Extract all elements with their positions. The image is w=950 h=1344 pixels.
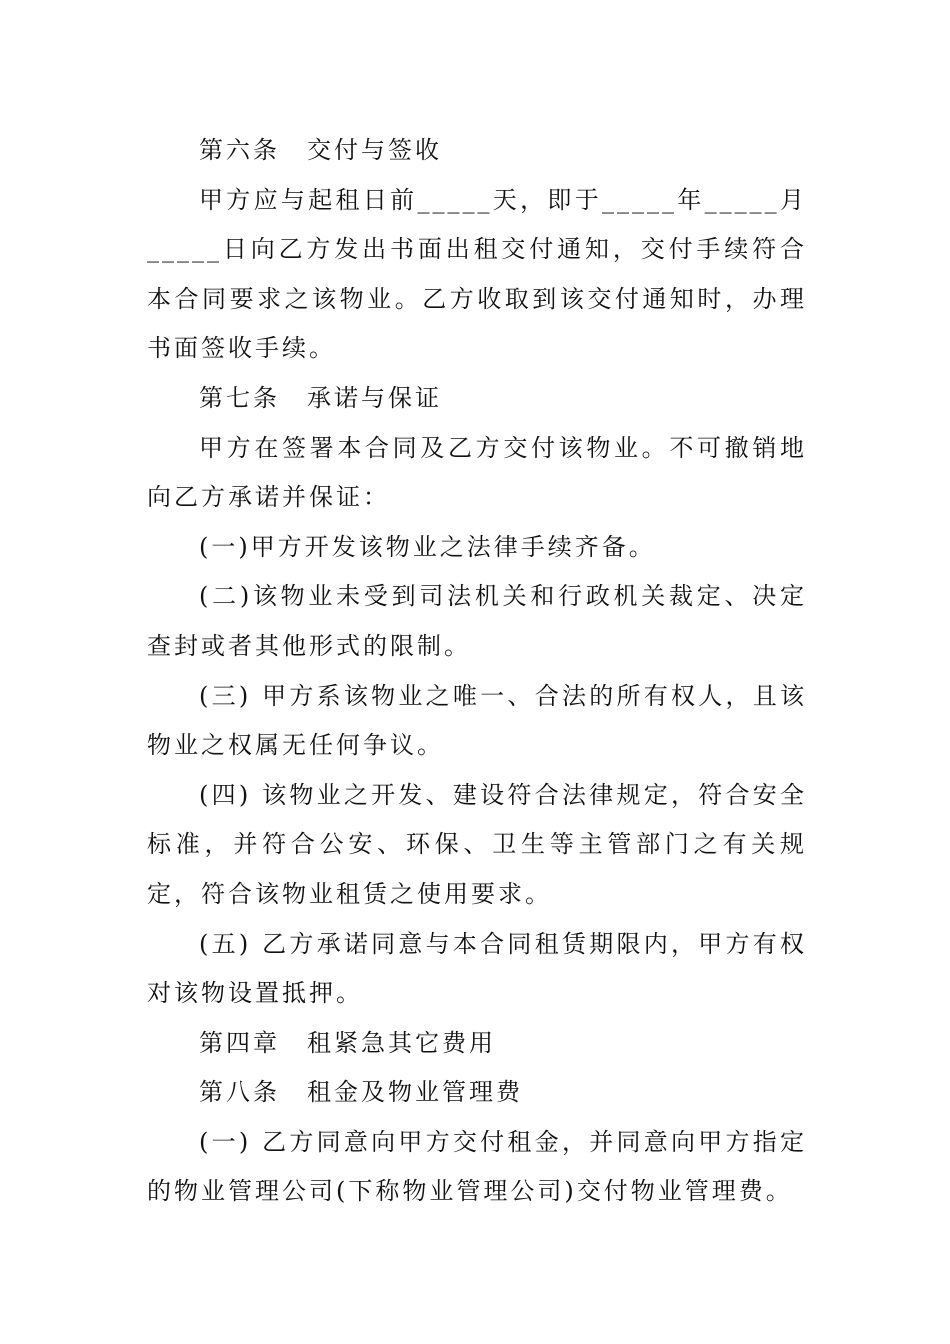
article-6-paragraph: 甲方应与起租日前_____天，即于_____年_____月_____日向乙方发出书面出租交付通知，交付手续符合本合同要求之该物业。乙方收取到该交付通知时，办理书面签收手续。 (147, 185, 807, 363)
chapter-4-heading: 第四章 租紧急其它费用 (199, 1028, 496, 1057)
article-7-item-2: (二)该物业未受到司法机关和行政机关裁定、决定查封或者其他形式的限制。 (147, 582, 807, 660)
article-8-item-1: (一) 乙方同意向甲方交付租金，并同意向甲方指定的物业管理公司(下称物业管理公司)交付物业管理费。 (147, 1127, 807, 1206)
article-6-heading: 第六条 交付与签收 (199, 136, 442, 164)
article-7-heading: 第七条 承诺与保证 (199, 383, 442, 412)
article-7-intro: 甲方在签署本合同及乙方交付该物业。不可撤销地向乙方承诺并保证： (147, 433, 807, 512)
article-7-item-1: (一)甲方开发该物业之法律手续齐备。 (199, 532, 656, 561)
article-8-heading: 第八条 租金及物业管理费 (199, 1078, 523, 1107)
article-7-item-3: (三) 甲方系该物业之唯一、合法的所有权人，且该物业之权属无任何争议。 (147, 681, 807, 760)
article-7-item-5: (五) 乙方承诺同意与本合同租赁期限内，甲方有权对该物设置抵押。 (147, 929, 807, 1008)
document-body (147, 126, 807, 1217)
article-7-item-4: (四) 该物业之开发、建设符合法律规定，符合安全标准，并符合公安、环保、卫生等主管部门之有关规定，符合该物业租赁之使用要求。 (147, 780, 807, 908)
